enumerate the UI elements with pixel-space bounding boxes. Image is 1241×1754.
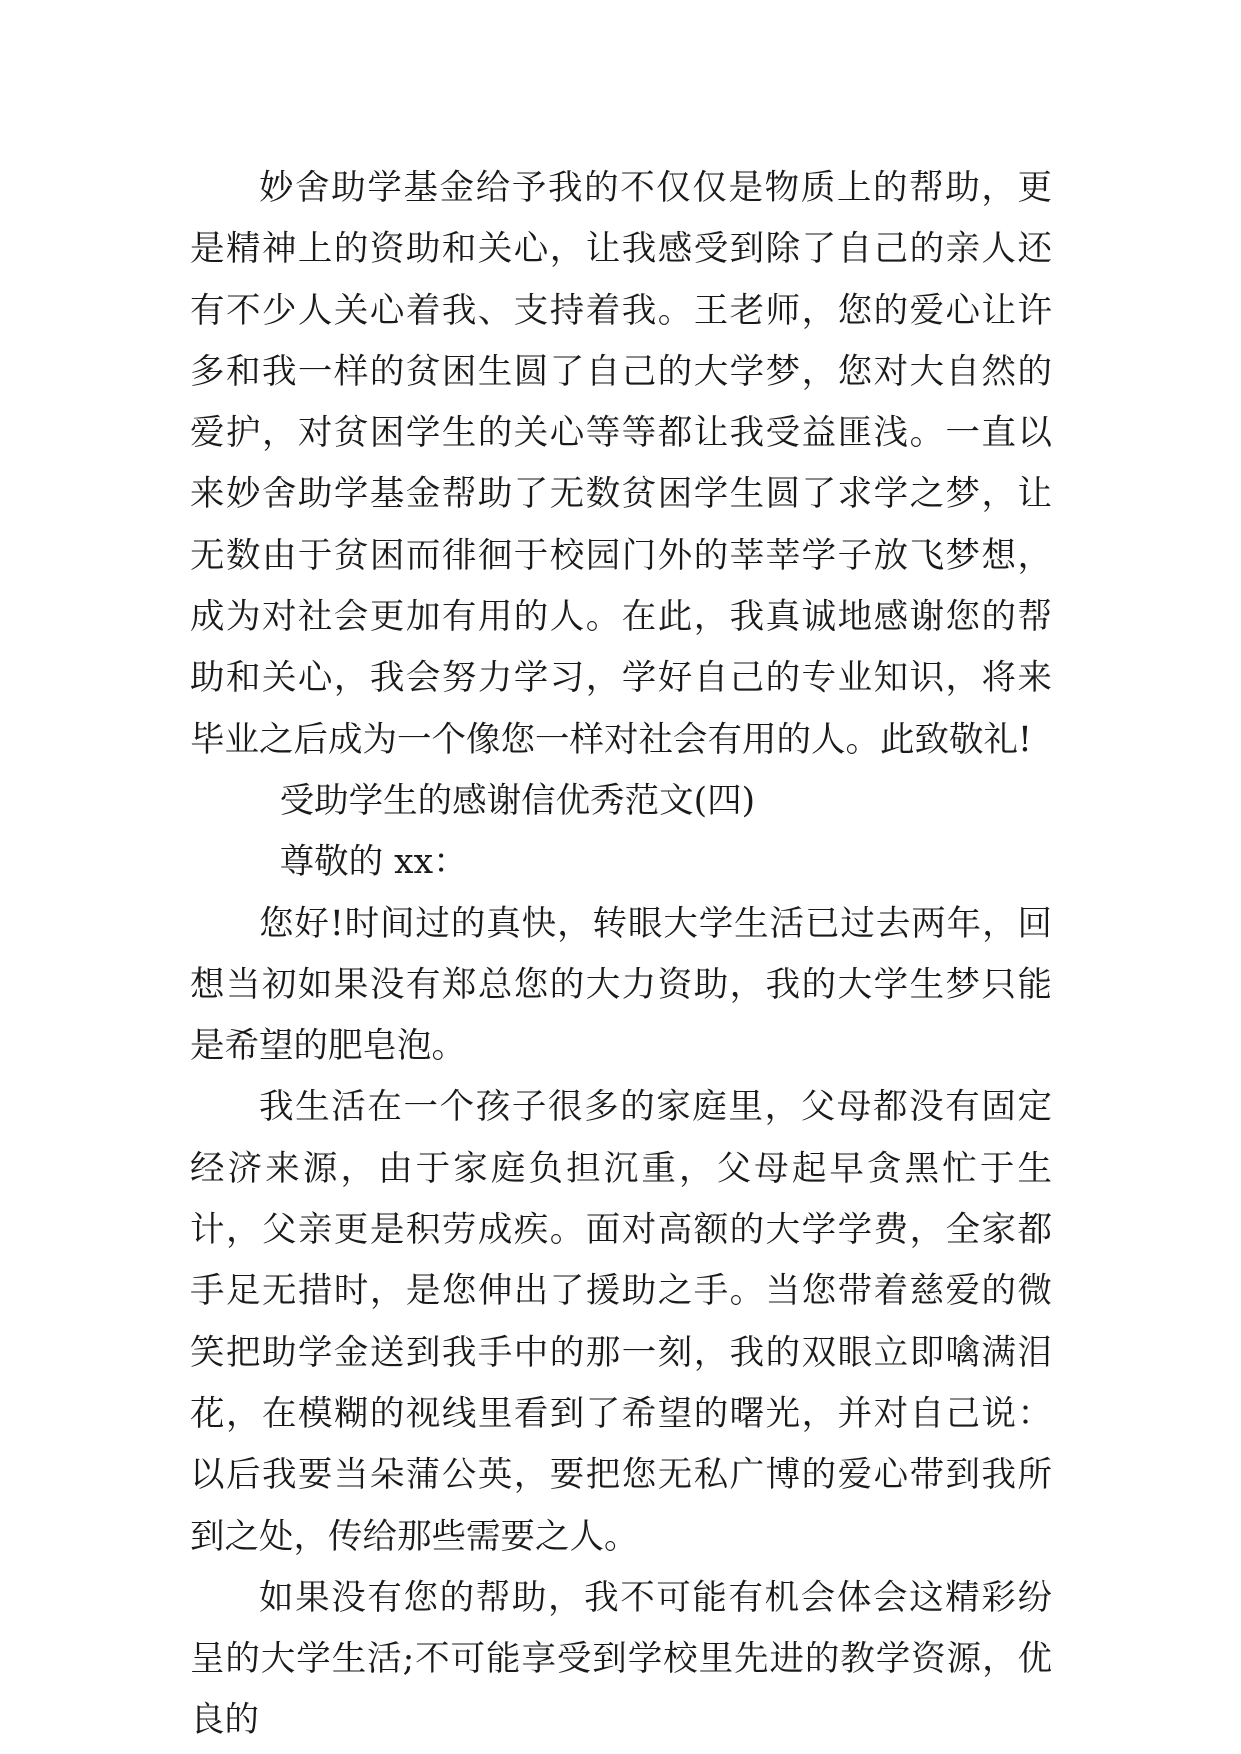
paragraph-greeting: 您好!时间过的真快，转眼大学生活已过去两年，回想当初如果没有郑总您的大力资助，我的大学生梦只能是希望的肥皂泡。 [190, 903, 1052, 1067]
letter-body [190, 158, 1052, 1752]
paragraph-university-life: 如果没有您的帮助，我不可能有机会体会这精彩纷呈的大学生活;不可能享受到学校里先进的教学资源，优良的 [190, 1577, 1052, 1741]
paragraph-family-background: 我生活在一个孩子很多的家庭里，父母都没有固定经济来源，由于家庭负担沉重，父母起早贪黑忙于生计，父亲更是积劳成疾。面对高额的大学学费，全家都手足无措时，是您伸出了援助之手。当您带着慈爱的微笑把助学金送到我手中的那一刻，我的双眼立即噙满泪花，在模糊的视线里看到了希望的曙光，并对自己说：以后我要当朵蒲公英，要把您无私广博的爱心带到我所到之处，传给那些需要之人。 [190, 1087, 1052, 1557]
paragraph-gratitude-fund: 妙舍助学基金给予我的不仅仅是物质上的帮助，更是精神上的资助和关心，让我感受到除了自己的亲人还有不少人关心着我、支持着我。王老师，您的爱心让许多和我一样的贫困生圆了自己的大学梦，您对大自然的爱护，对贫困学生的关心等等都让我受益匪浅。一直以来妙舍助学基金帮助了无数贫困学生圆了求学之梦，让无数由于贫困而徘徊于校园门外的莘莘学子放飞梦想，成为对社会更加有用的人。在此，我真诚地感谢您的帮助和关心，我会努力学习，学好自己的专业知识，将来毕业之后成为一个像您一样对社会有用的人。此致敬礼! [190, 168, 1052, 760]
section-heading: 受助学生的感谢信优秀范文(四) [279, 780, 756, 821]
salutation: 尊敬的 xx： [279, 842, 468, 883]
